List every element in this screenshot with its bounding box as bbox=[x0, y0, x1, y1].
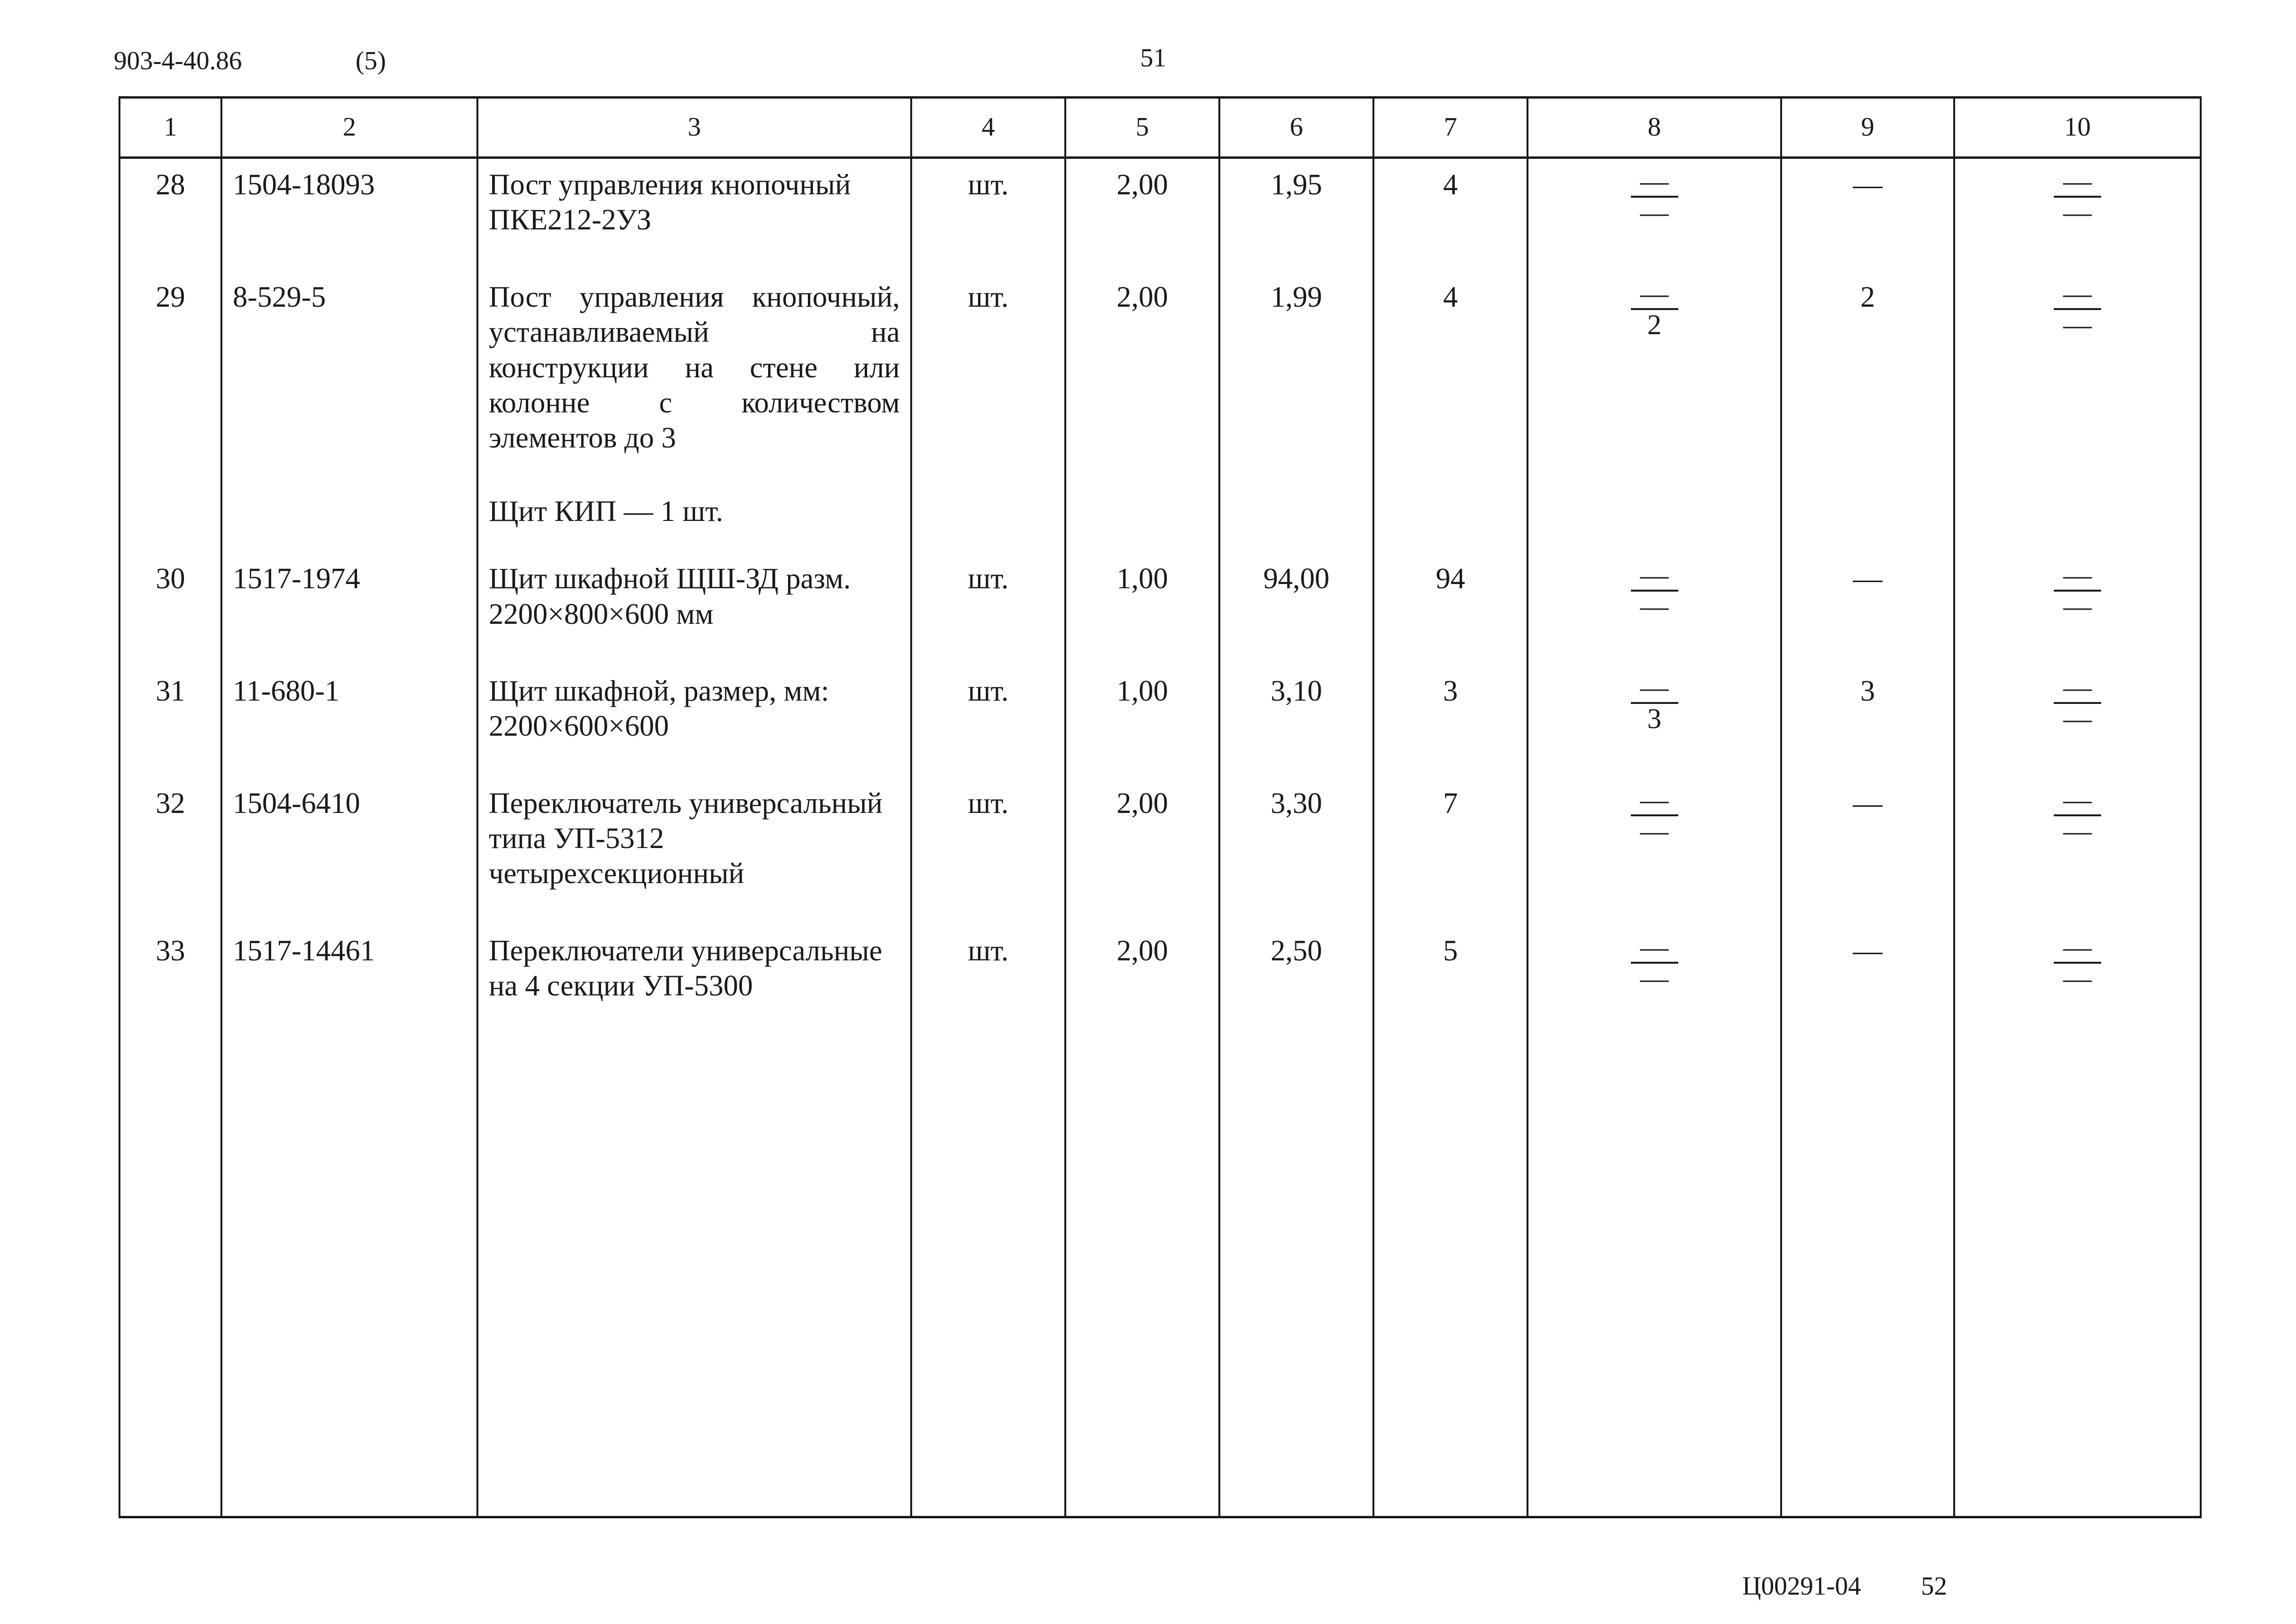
item-total: 4 bbox=[1373, 271, 1528, 553]
fraction-denominator: — bbox=[2063, 703, 2092, 734]
item-quantity: 1,00 bbox=[1065, 665, 1219, 777]
item-quantity: 1,00 bbox=[1065, 553, 1219, 665]
item-code: 1504-6410 bbox=[221, 777, 477, 925]
item-quantity: 2,00 bbox=[1065, 777, 1219, 925]
item-code: 1504-18093 bbox=[221, 158, 477, 271]
row-number: 33 bbox=[119, 925, 221, 1037]
item-mass: 94,00 bbox=[1219, 553, 1373, 665]
col8-fraction bbox=[1528, 925, 1781, 1037]
item-code: 1517-14461 bbox=[221, 925, 477, 1037]
fraction-numerator: — bbox=[2063, 277, 2092, 309]
col10-fraction bbox=[1954, 777, 2201, 925]
table-row bbox=[119, 158, 2201, 271]
item-total: 5 bbox=[1373, 925, 1528, 1037]
col10-fraction bbox=[1954, 925, 2201, 1037]
item-mass: 3,30 bbox=[1219, 777, 1373, 925]
page-number: 51 bbox=[1140, 43, 1166, 72]
fraction-denominator: — bbox=[1640, 962, 1669, 994]
row-number: 31 bbox=[119, 665, 221, 777]
item-total: 94 bbox=[1373, 553, 1528, 665]
col8-fraction bbox=[1528, 665, 1781, 777]
item-total: 3 bbox=[1373, 665, 1528, 777]
fraction-numerator: — bbox=[1640, 931, 1669, 963]
item-total: 7 bbox=[1373, 777, 1528, 925]
fraction-numerator: — bbox=[1640, 165, 1669, 197]
column-header: 2 bbox=[221, 98, 477, 158]
fraction-denominator: — bbox=[2063, 962, 2092, 994]
row-number: 32 bbox=[119, 777, 221, 925]
fraction-numerator: — bbox=[2063, 931, 2092, 963]
col10-fraction bbox=[1954, 158, 2201, 271]
fraction-denominator: — bbox=[1640, 591, 1669, 622]
column-header: 4 bbox=[911, 98, 1065, 158]
item-code: 1517-1974 bbox=[221, 553, 477, 665]
footer-number: 52 bbox=[1921, 1571, 1947, 1600]
col9-value: 3 bbox=[1781, 665, 1954, 777]
table-row bbox=[119, 553, 2201, 665]
item-unit: шт. bbox=[911, 271, 1065, 553]
col9-value: — bbox=[1781, 925, 1954, 1037]
fraction-denominator: 3 bbox=[1647, 703, 1662, 734]
section-subheading: Щит КИП — 1 шт. bbox=[489, 495, 723, 528]
column-header: 8 bbox=[1528, 98, 1781, 158]
column-header: 9 bbox=[1781, 98, 1954, 158]
column-header: 10 bbox=[1954, 98, 2201, 158]
item-unit: шт. bbox=[911, 553, 1065, 665]
col10-fraction bbox=[1954, 665, 2201, 777]
col9-value: — bbox=[1781, 553, 1954, 665]
fraction-denominator: 2 bbox=[1647, 309, 1662, 340]
fraction-numerator: — bbox=[1640, 671, 1669, 703]
col8-fraction bbox=[1528, 271, 1781, 553]
sheet-tag: (5) bbox=[356, 46, 386, 75]
fraction-numerator: — bbox=[2063, 165, 2092, 197]
item-mass: 2,50 bbox=[1219, 925, 1373, 1037]
item-total: 4 bbox=[1373, 158, 1528, 271]
fraction-denominator: — bbox=[1640, 197, 1669, 228]
row-number: 28 bbox=[119, 158, 221, 271]
fraction-numerator: — bbox=[2063, 559, 2092, 591]
blank-table-area bbox=[119, 1037, 2201, 1517]
col9-value: — bbox=[1781, 158, 1954, 271]
item-name: Переключатели универсальные на 4 секции УП-5300 bbox=[477, 925, 911, 1037]
item-quantity: 2,00 bbox=[1065, 925, 1219, 1037]
fraction-denominator: — bbox=[2063, 197, 2092, 228]
item-name: Переключатель универсальный типа УП-5312 четырехсекционный bbox=[477, 777, 911, 925]
table-row bbox=[119, 777, 2201, 925]
row-number: 30 bbox=[119, 553, 221, 665]
fraction-denominator: — bbox=[2063, 309, 2092, 340]
item-name: Пост управления кнопочный ПКЕ212-2УЗ bbox=[477, 158, 911, 271]
column-header: 1 bbox=[119, 98, 221, 158]
col8-fraction bbox=[1528, 158, 1781, 271]
column-number-row bbox=[119, 98, 2201, 158]
item-name: Щит шкафной, размер, мм: 2200×600×600 bbox=[477, 665, 911, 777]
column-header: 3 bbox=[477, 98, 911, 158]
item-name: Пост управления кнопочный, устанавливаемый на конструкции на стене или колонне с количеством элементов до 3 bbox=[489, 281, 900, 455]
fraction-denominator: — bbox=[2063, 815, 2092, 847]
fraction-denominator: — bbox=[1640, 815, 1669, 847]
item-name: Щит шкафной ЩШ-ЗД разм. 2200×800×600 мм bbox=[477, 553, 911, 665]
item-mass: 3,10 bbox=[1219, 665, 1373, 777]
item-unit: шт. bbox=[911, 665, 1065, 777]
column-header: 5 bbox=[1065, 98, 1219, 158]
item-quantity: 2,00 bbox=[1065, 271, 1219, 553]
col8-fraction bbox=[1528, 553, 1781, 665]
table-row bbox=[119, 925, 2201, 1037]
item-unit: шт. bbox=[911, 777, 1065, 925]
col8-fraction bbox=[1528, 777, 1781, 925]
document-code: 903-4-40.86 bbox=[114, 46, 242, 75]
fraction-numerator: — bbox=[1640, 784, 1669, 815]
fraction-numerator: — bbox=[1640, 277, 1669, 309]
item-unit: шт. bbox=[911, 925, 1065, 1037]
item-mass: 1,95 bbox=[1219, 158, 1373, 271]
item-unit: шт. bbox=[911, 158, 1065, 271]
row-number: 29 bbox=[119, 271, 221, 553]
fraction-numerator: — bbox=[2063, 671, 2092, 703]
fraction-numerator: — bbox=[2063, 784, 2092, 815]
item-mass: 1,99 bbox=[1219, 271, 1373, 553]
table-row bbox=[119, 271, 2201, 553]
specification-table bbox=[119, 96, 2202, 1518]
col9-value: — bbox=[1781, 777, 1954, 925]
col9-value: 2 bbox=[1781, 271, 1954, 553]
table-row bbox=[119, 665, 2201, 777]
col10-fraction bbox=[1954, 553, 2201, 665]
col10-fraction bbox=[1954, 271, 2201, 553]
column-header: 7 bbox=[1373, 98, 1528, 158]
footer-code: Ц00291-04 bbox=[1742, 1571, 1861, 1600]
item-code: 8-529-5 bbox=[221, 271, 477, 553]
item-code: 11-680-1 bbox=[221, 665, 477, 777]
item-name-cell bbox=[477, 271, 911, 553]
fraction-numerator: — bbox=[1640, 559, 1669, 591]
fraction-denominator: — bbox=[2063, 591, 2092, 622]
item-quantity: 2,00 bbox=[1065, 158, 1219, 271]
column-header: 6 bbox=[1219, 98, 1373, 158]
